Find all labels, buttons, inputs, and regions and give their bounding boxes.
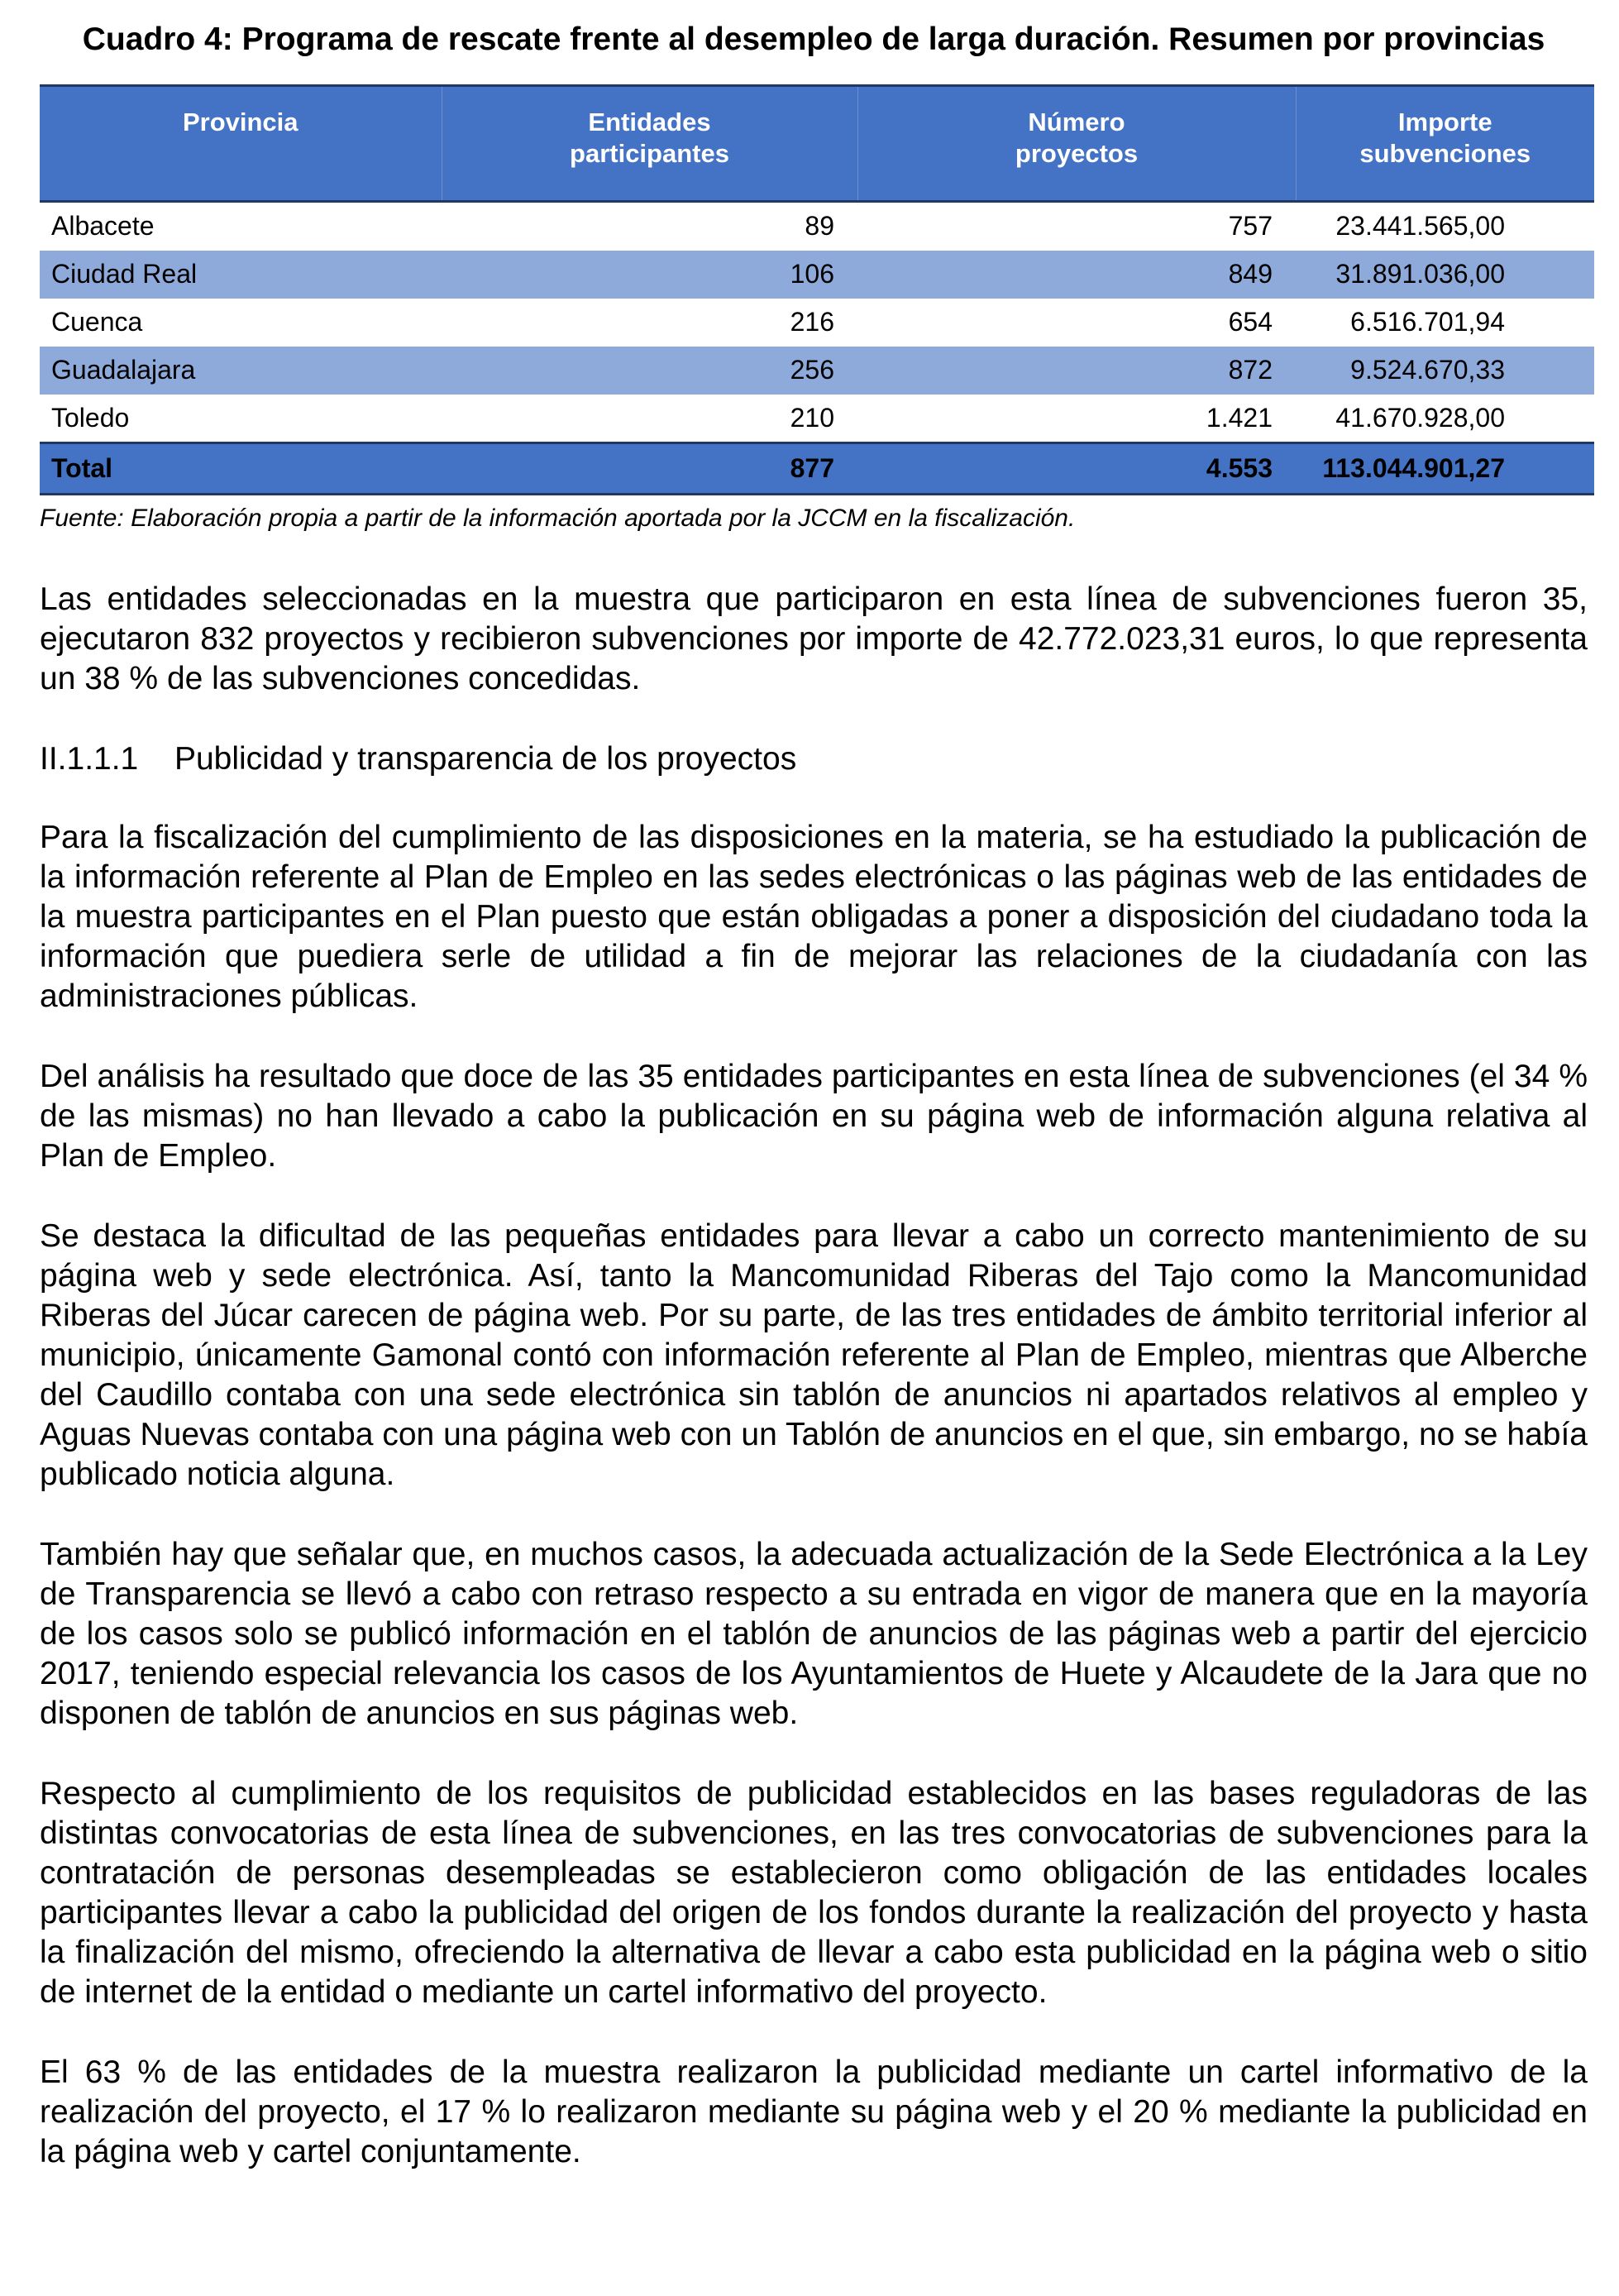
cell-proyectos: 1.421 (857, 395, 1296, 443)
cell-total-importe: 113.044.901,27 (1296, 442, 1594, 494)
cell-provincia: Cuenca (40, 299, 442, 347)
cell-entidades: 216 (442, 299, 857, 347)
header-proyectos (857, 86, 1296, 202)
cell-provincia: Guadalajara (51, 355, 196, 385)
cell-provincia: Toledo (40, 395, 442, 443)
cell-proyectos: 849 (1228, 259, 1273, 289)
section-number: II.1.1.1 (40, 740, 139, 777)
cell-importe: 23.441.565,00 (1296, 202, 1594, 251)
table-row (40, 251, 1594, 299)
header-provincia (40, 86, 442, 202)
cell-provincia: Ciudad Real (51, 259, 198, 289)
cell-proyectos: 872 (1228, 355, 1273, 385)
table-header-row (40, 86, 1594, 202)
paragraph: Las entidades seleccionadas en la muestra que participaron en esta línea de subvenciones fueron 35, ejecutaron 832 proyectos y recibieron subvenciones por importe de 42.772.023,31 euros, lo que representa un 38 % de las subvenciones concedidas. (40, 581, 1588, 696)
header-provincia-line1: Provincia (182, 108, 298, 136)
header-proyectos-line1: Número (1028, 108, 1125, 136)
table-row (40, 299, 1594, 347)
header-entidades (442, 86, 857, 202)
table-caption: Cuadro 4: Programa de rescate frente al desempleo de larga duración. Resumen por provincias (82, 22, 1545, 57)
cell-total-proyectos: 4.553 (857, 442, 1296, 494)
table-total-row (40, 442, 1594, 494)
cell-total-entidades: 877 (442, 442, 857, 494)
cell-entidades: 256 (790, 355, 834, 385)
cell-proyectos: 654 (857, 299, 1296, 347)
cell-importe: 9.524.670,33 (1350, 355, 1505, 385)
province-summary-table (40, 84, 1594, 495)
cell-importe: 31.891.036,00 (1335, 259, 1505, 289)
paragraph: Respecto al cumplimiento de los requisitos de publicidad establecidos en las bases reguladoras de las distintas convocatorias de esta línea de subvenciones, en las tres convocatorias de subvenciones para la contratación de personas desempleadas se establecieron como obligación de las entidades locales participantes llevar a cabo la publicidad del origen de los fondos durante la realización del proyecto y hasta la finalización del mismo, ofreciendo la alternativa de llevar a cabo esta publicidad en la página web o sitio de internet de la entidad o mediante un cartel informativo del proyecto. (40, 1775, 1588, 2010)
paragraph: El 63 % de las entidades de la muestra realizaron la publicidad mediante un cartel informativo de la realización del proyecto, el 17 % lo realizaron mediante su página web y el 20 % mediante la publicidad en la página web y cartel conjuntamente. (40, 2054, 1588, 2169)
paragraph: Del análisis ha resultado que doce de las 35 entidades participantes en esta línea de subvenciones (el 34 % de las mismas) no han llevado a cabo la publicación en su página web de información alguna relativa al Plan de Empleo. (40, 1058, 1588, 1174)
cell-entidades: 106 (790, 259, 834, 289)
section-title: Publicidad y transparencia de los proyectos (174, 740, 797, 777)
header-entidades-line2: participantes (570, 139, 729, 168)
table-row (40, 202, 1594, 251)
header-importe-line2: subvenciones (1359, 139, 1531, 168)
section-heading (40, 739, 1588, 779)
cell-importe: 41.670.928,00 (1296, 395, 1594, 443)
paragraph: También hay que señalar que, en muchos casos, la adecuada actualización de la Sede Electrónica a la Ley de Transparencia se llevó a cabo con retraso respecto a su entrada en vigor de manera que en la mayoría de los casos solo se publicó información en el tablón de anuncios de las páginas web a partir del ejercicio 2017, teniendo especial relevancia los casos de los Ayuntamientos de Huete y Alcaudete de la Jara que no disponen de tablón de anuncios en sus páginas web. (40, 1536, 1588, 1731)
table-row (40, 347, 1594, 395)
paragraph: Para la fiscalización del cumplimiento de las disposiciones en la materia, se ha estudiado la publicación de la información referente al Plan de Empleo en las sedes electrónicas o las páginas web de las entidades de la muestra participantes en el Plan puesto que están obligadas a poner a disposición del ciudadano toda la información que puediera serle de utilidad a fin de mejorar las relaciones de la ciudadanía con las administraciones públicas. (40, 819, 1588, 1014)
header-importe (1296, 86, 1594, 202)
header-entidades-line1: Entidades (588, 108, 711, 136)
cell-provincia: Albacete (40, 202, 442, 251)
header-proyectos-line2: proyectos (1015, 139, 1139, 168)
cell-importe: 6.516.701,94 (1296, 299, 1594, 347)
table-source-note: Fuente: Elaboración propia a partir de la información aportada por la JCCM en la fiscalización. (40, 504, 1076, 532)
table-row (40, 395, 1594, 443)
cell-proyectos: 757 (857, 202, 1296, 251)
cell-total-label: Total (40, 442, 442, 494)
cell-entidades: 89 (442, 202, 857, 251)
paragraph: Se destaca la dificultad de las pequeñas entidades para llevar a cabo un correcto mantenimiento de su página web y sede electrónica. Así, tanto la Mancomunidad Riberas del Tajo como la Mancomunidad Riberas del Júcar carecen de página web. Por su parte, de las tres entidades de ámbito territorial inferior al municipio, únicamente Gamonal contó con información referente al Plan de Empleo, mientras que Alberche del Caudillo contaba con una sede electrónica sin tablón de anuncios ni apartados relativos al empleo y Aguas Nuevas contaba con una página web con un Tablón de anuncios en el que, sin embargo, no se había publicado noticia alguna. (40, 1217, 1588, 1492)
cell-entidades: 210 (442, 395, 857, 443)
header-importe-line1: Importe (1397, 108, 1492, 136)
document-page (40, 0, 1588, 2172)
